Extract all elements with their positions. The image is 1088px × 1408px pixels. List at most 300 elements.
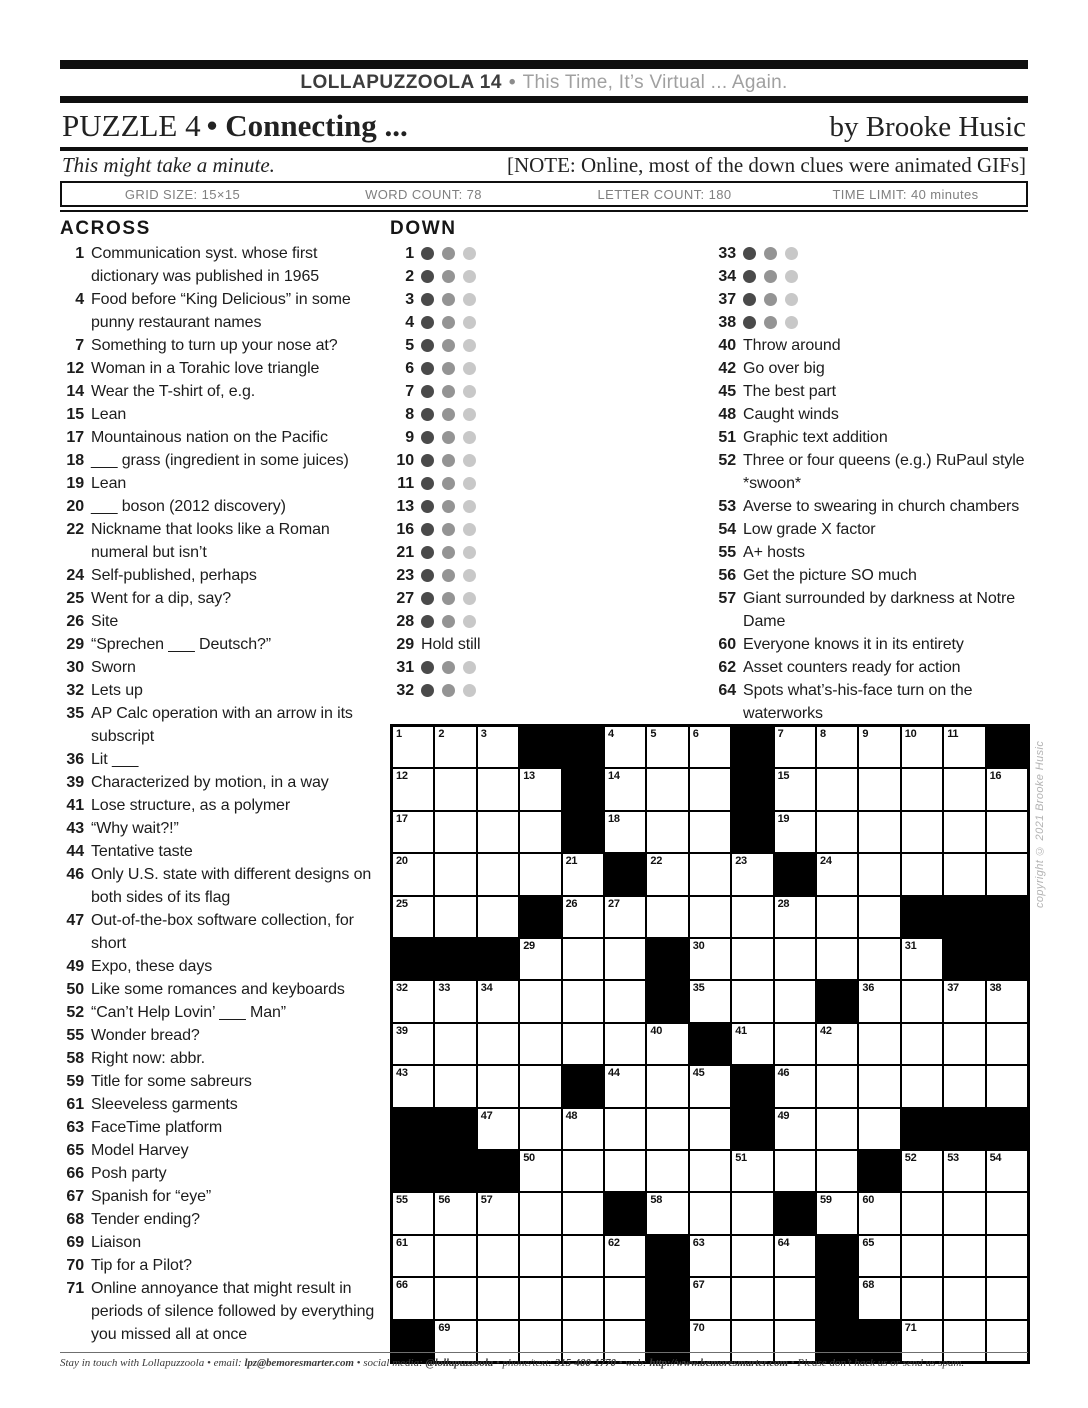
grid-black-cell (563, 1066, 603, 1106)
clue-number: 11 (397, 475, 414, 492)
footer-contact-link[interactable]: lpz@bemoresmarter.com (244, 1357, 354, 1369)
footer-contact-link[interactable]: http://www.bemoresmarter.com (649, 1357, 789, 1369)
clue-text: Mountainous nation on the Pacific (91, 429, 328, 446)
grid-cell[interactable] (859, 812, 899, 852)
grid-cell[interactable] (817, 897, 857, 937)
cell-number: 25 (396, 897, 408, 910)
cell-number: 67 (692, 1279, 705, 1292)
grid-black-cell (393, 1151, 433, 1191)
grid-cell[interactable] (987, 812, 1027, 852)
gif-clue-dots (421, 518, 550, 541)
clue-text: Throw around (743, 337, 841, 354)
clue-text: Everyone knows it in its entirety (743, 636, 964, 653)
cell-number: 15 (777, 770, 790, 783)
grid-cell[interactable] (647, 727, 687, 767)
grid-cell[interactable] (859, 727, 899, 767)
grid-cell[interactable] (605, 812, 645, 852)
clue-number: 7 (75, 337, 84, 354)
across-clue-list (60, 242, 384, 1346)
clue-text: “Can’t Help Lovin’ ___ Man” (91, 1004, 287, 1021)
grid-cell[interactable] (478, 1109, 518, 1149)
grid-cell[interactable] (435, 769, 475, 809)
grid-cell[interactable] (605, 769, 645, 809)
cell-number: 58 (650, 1194, 663, 1207)
grid-cell[interactable] (690, 727, 730, 767)
cell-number: 1 (396, 728, 402, 740)
grid-cell[interactable] (775, 1109, 815, 1149)
grid-cell[interactable] (520, 1109, 560, 1149)
grid-cell[interactable] (775, 939, 815, 979)
grid-black-cell (435, 939, 475, 979)
grid-cell[interactable] (478, 1193, 518, 1233)
grid-cell[interactable] (902, 1278, 942, 1318)
clue-row (60, 495, 384, 518)
masthead (60, 69, 1028, 96)
grid-cell[interactable] (859, 854, 899, 894)
clue-row (390, 265, 550, 288)
footer-contact-link[interactable]: 315-400-1770 (554, 1357, 616, 1369)
grid-cell[interactable] (393, 727, 433, 767)
grid-cell[interactable] (817, 769, 857, 809)
grid-cell[interactable] (563, 1024, 603, 1064)
grid-cell[interactable] (520, 1236, 560, 1276)
gif-dot (743, 293, 756, 306)
gif-note: [NOTE: Online, most of the down clues were animated GIFs] (506, 152, 1026, 177)
grid-cell[interactable] (732, 939, 772, 979)
gif-dot (463, 247, 476, 260)
down-header: DOWN (390, 218, 457, 239)
grid-cell[interactable] (563, 1236, 603, 1276)
grid-cell[interactable] (817, 1024, 857, 1064)
clue-number: 57 (718, 590, 736, 607)
grid-cell[interactable] (647, 812, 687, 852)
gif-dot (785, 293, 798, 306)
grid-cell[interactable] (775, 1066, 815, 1106)
grid-cell[interactable] (732, 1236, 772, 1276)
puzzle-body (60, 218, 1046, 1373)
info-item (303, 187, 544, 202)
grid-cell[interactable] (902, 1151, 942, 1191)
clue-row (710, 242, 1028, 265)
clue-row (60, 403, 384, 426)
gif-dot (442, 477, 455, 490)
grid-cell[interactable] (647, 1109, 687, 1149)
copyright-notice: copyright © 2021 Brooke Husic (1034, 740, 1046, 908)
grid-cell[interactable] (859, 897, 899, 937)
clue-text: Three or four queens (e.g.) RuPaul style *swoon* (743, 452, 1025, 492)
gif-dot (764, 293, 777, 306)
grid-cell[interactable] (393, 1066, 433, 1106)
grid-cell[interactable] (690, 939, 730, 979)
cell-number: 69 (438, 1321, 451, 1334)
grid-cell[interactable] (902, 854, 942, 894)
grid-cell[interactable] (987, 1236, 1027, 1276)
grid-cell[interactable] (605, 727, 645, 767)
grid-cell[interactable] (987, 1193, 1027, 1233)
cell-number: 39 (396, 1024, 408, 1037)
cell-number: 42 (820, 1024, 832, 1037)
clue-row (710, 564, 1028, 587)
clue-number: 63 (66, 1119, 84, 1136)
grid-cell[interactable] (859, 939, 899, 979)
cell-number: 24 (820, 855, 832, 868)
grid-cell[interactable] (944, 1236, 984, 1276)
grid-cell[interactable] (732, 1151, 772, 1191)
clue-row (60, 1208, 384, 1231)
grid-cell[interactable] (478, 727, 518, 767)
grid-cell[interactable] (902, 1024, 942, 1064)
clue-row (60, 1116, 384, 1139)
clue-number: 27 (396, 590, 414, 607)
cell-number: 59 (820, 1194, 832, 1207)
clue-row (60, 702, 384, 748)
clue-row (390, 679, 550, 702)
clue-row (60, 564, 384, 587)
grid-cell[interactable] (393, 854, 433, 894)
grid-cell[interactable] (563, 854, 603, 894)
gif-clue-dots (421, 403, 550, 426)
grid-cell[interactable] (987, 769, 1027, 809)
grid-cell[interactable] (902, 1193, 942, 1233)
grid-cell[interactable] (520, 1151, 560, 1191)
grid-cell[interactable] (775, 1278, 815, 1318)
clue-row (60, 1277, 384, 1346)
gif-dot (421, 293, 434, 306)
clue-text: Go over big (743, 360, 825, 377)
info-label: TIME LIMIT: (832, 186, 911, 202)
grid-cell[interactable] (520, 1066, 560, 1106)
grid-cell[interactable] (690, 1236, 730, 1276)
grid-cell[interactable] (435, 812, 475, 852)
clue-row (710, 449, 1028, 495)
gif-dot (421, 431, 434, 444)
grid-black-cell (563, 769, 603, 809)
grid-cell[interactable] (902, 981, 942, 1021)
clue-row (60, 380, 384, 403)
grid-cell[interactable] (690, 854, 730, 894)
grid-cell[interactable] (435, 981, 475, 1021)
clue-number: 29 (66, 636, 84, 653)
grid-cell[interactable] (902, 939, 942, 979)
info-item (544, 187, 785, 202)
grid-cell[interactable] (817, 854, 857, 894)
gif-clue-dots (421, 357, 550, 380)
grid-cell[interactable] (690, 1278, 730, 1318)
grid-cell[interactable] (690, 1193, 730, 1233)
clue-row (60, 242, 384, 288)
grid-cell[interactable] (478, 1024, 518, 1064)
clue-number: 38 (718, 314, 736, 331)
grid-cell[interactable] (520, 1278, 560, 1318)
grid-cell[interactable] (690, 1066, 730, 1106)
clue-number: 70 (66, 1257, 84, 1274)
clue-number: 25 (66, 590, 84, 607)
clue-number: 19 (66, 475, 84, 492)
clue-row (390, 656, 550, 679)
grid-cell[interactable] (393, 1278, 433, 1318)
grid-cell[interactable] (817, 1066, 857, 1106)
grid-black-cell (435, 1151, 475, 1191)
crossword-grid (390, 724, 1030, 1364)
grid-cell[interactable] (647, 769, 687, 809)
grid-cell[interactable] (647, 1193, 687, 1233)
grid-cell[interactable] (775, 1151, 815, 1191)
grid-black-cell (987, 939, 1027, 979)
grid-cell[interactable] (605, 1151, 645, 1191)
cell-number: 6 (692, 728, 699, 740)
grid-cell[interactable] (859, 981, 899, 1021)
grid-cell[interactable] (647, 1024, 687, 1064)
puzzle-title (62, 108, 408, 144)
clue-text: Lit ___ (91, 751, 139, 768)
cell-number: 11 (947, 728, 959, 740)
gif-dot (421, 569, 434, 582)
grid-cell[interactable] (902, 769, 942, 809)
grid-cell[interactable] (478, 981, 518, 1021)
grid-cell[interactable] (563, 1278, 603, 1318)
grid-cell[interactable] (478, 897, 518, 937)
clue-text: Tentative taste (91, 843, 193, 860)
grid-cell[interactable] (478, 854, 518, 894)
grid-cell[interactable] (732, 1193, 772, 1233)
grid-cell[interactable] (435, 1236, 475, 1276)
grid-cell[interactable] (902, 727, 942, 767)
grid-cell[interactable] (393, 981, 433, 1021)
grid-cell[interactable] (690, 812, 730, 852)
grid-cell[interactable] (944, 1066, 984, 1106)
grid-cell[interactable] (987, 1066, 1027, 1106)
grid-cell[interactable] (987, 1151, 1027, 1191)
grid-cell[interactable] (435, 1066, 475, 1106)
grid-cell[interactable] (520, 812, 560, 852)
grid-cell[interactable] (944, 727, 984, 767)
grid-cell[interactable] (478, 1066, 518, 1106)
grid-cell[interactable] (690, 1151, 730, 1191)
clue-text: Sworn (91, 659, 136, 676)
footer-text: • web: (615, 1357, 650, 1369)
grid-cell[interactable] (605, 897, 645, 937)
grid-cell[interactable] (902, 812, 942, 852)
clue-row (390, 334, 550, 357)
clue-number: 39 (66, 774, 84, 791)
grid-cell[interactable] (605, 1278, 645, 1318)
grid-cell[interactable] (944, 1024, 984, 1064)
gif-clue-dots (421, 265, 550, 288)
clue-number: 40 (718, 337, 736, 354)
gif-dot (764, 270, 777, 283)
gif-dot (442, 684, 455, 697)
cell-number: 56 (438, 1194, 451, 1207)
grid-cell[interactable] (817, 1151, 857, 1191)
clue-number: 15 (66, 406, 84, 423)
clue-text: Self-published, perhaps (91, 567, 257, 584)
grid-cell[interactable] (435, 1193, 475, 1233)
grid-cell[interactable] (944, 854, 984, 894)
grid-cell[interactable] (775, 897, 815, 937)
gif-dot (442, 316, 455, 329)
grid-cell[interactable] (520, 854, 560, 894)
top-rule (60, 60, 1028, 69)
masthead-bullet: • (508, 71, 516, 93)
grid-cell[interactable] (817, 1193, 857, 1233)
grid-cell[interactable] (520, 769, 560, 809)
grid-cell[interactable] (817, 939, 857, 979)
grid-cell[interactable] (987, 854, 1027, 894)
grid-cell[interactable] (478, 769, 518, 809)
grid-cell[interactable] (690, 769, 730, 809)
grid-cell[interactable] (944, 981, 984, 1021)
grid-cell[interactable] (563, 1151, 603, 1191)
grid-cell[interactable] (563, 981, 603, 1021)
grid-cell[interactable] (732, 1024, 772, 1064)
grid-cell[interactable] (393, 1024, 433, 1064)
clue-text: Out-of-the-box software collection, for short (91, 912, 354, 952)
grid-cell[interactable] (647, 1151, 687, 1191)
grid-cell[interactable] (859, 1024, 899, 1064)
grid-cell[interactable] (393, 1236, 433, 1276)
grid-cell[interactable] (520, 939, 560, 979)
grid-cell[interactable] (605, 981, 645, 1021)
grid-cell[interactable] (902, 1066, 942, 1106)
info-value: 15×15 (201, 186, 241, 202)
grid-cell[interactable] (944, 812, 984, 852)
gif-dot (421, 615, 434, 628)
grid-cell[interactable] (732, 1278, 772, 1318)
gif-dot (463, 546, 476, 559)
clue-row (390, 587, 550, 610)
grid-cell[interactable] (944, 769, 984, 809)
grid-cell[interactable] (605, 939, 645, 979)
cell-number: 49 (777, 1109, 790, 1122)
clue-row (60, 817, 384, 840)
grid-cell[interactable] (987, 1024, 1027, 1064)
gif-dot (463, 431, 476, 444)
grid-cell[interactable] (817, 1109, 857, 1149)
cell-number: 10 (904, 728, 917, 740)
grid-cell[interactable] (732, 981, 772, 1021)
clue-number: 20 (66, 498, 84, 515)
grid-cell[interactable] (393, 1193, 433, 1233)
clue-number: 45 (718, 383, 736, 400)
grid-cell[interactable] (478, 812, 518, 852)
cell-number: 9 (862, 728, 869, 740)
grid-cell[interactable] (859, 1193, 899, 1233)
grid-cell[interactable] (647, 1066, 687, 1106)
gif-dot (442, 270, 455, 283)
clue-number: 29 (396, 636, 414, 653)
grid-cell[interactable] (393, 769, 433, 809)
gif-dot (785, 270, 798, 283)
grid-black-cell (393, 1109, 433, 1149)
gif-dot (442, 569, 455, 582)
grid-cell[interactable] (563, 939, 603, 979)
grid-cell[interactable] (775, 812, 815, 852)
grid-cell[interactable] (435, 1278, 475, 1318)
grid-cell[interactable] (859, 1236, 899, 1276)
grid-cell[interactable] (859, 1278, 899, 1318)
grid-cell[interactable] (563, 897, 603, 937)
grid-cell[interactable] (690, 897, 730, 937)
grid-cell[interactable] (817, 727, 857, 767)
cell-number: 12 (396, 770, 408, 783)
grid-cell[interactable] (987, 1278, 1027, 1318)
grid-cell[interactable] (563, 1193, 603, 1233)
grid-cell[interactable] (775, 1236, 815, 1276)
cell-number: 21 (565, 855, 578, 868)
grid-cell[interactable] (944, 1193, 984, 1233)
grid-cell[interactable] (775, 1024, 815, 1064)
gif-dot (421, 454, 434, 467)
clue-number: 5 (405, 337, 414, 354)
grid-cell[interactable] (690, 1109, 730, 1149)
gif-clue-dots (421, 587, 550, 610)
grid-black-cell (732, 1109, 772, 1149)
grid-cell[interactable] (647, 854, 687, 894)
grid-cell[interactable] (775, 727, 815, 767)
grid-cell[interactable] (859, 769, 899, 809)
grid-black-cell (775, 1193, 815, 1233)
grid-black-cell (478, 939, 518, 979)
clue-row (60, 909, 384, 955)
cell-number: 18 (608, 812, 620, 825)
grid-cell[interactable] (520, 1024, 560, 1064)
clue-row (390, 518, 550, 541)
grid-cell[interactable] (563, 1109, 603, 1149)
grid-cell[interactable] (732, 897, 772, 937)
grid-cell[interactable] (435, 1024, 475, 1064)
footer-contact-link[interactable]: @lollapuzzoola (425, 1357, 494, 1369)
grid-cell[interactable] (435, 727, 475, 767)
grid-cell[interactable] (605, 1236, 645, 1276)
grid-cell[interactable] (775, 769, 815, 809)
grid-cell[interactable] (605, 1109, 645, 1149)
grid-cell[interactable] (478, 1236, 518, 1276)
grid-cell[interactable] (520, 981, 560, 1021)
grid-cell[interactable] (605, 1066, 645, 1106)
gif-dot (743, 270, 756, 283)
clue-text: Woman in a Torahic love triangle (91, 360, 320, 377)
grid-cell[interactable] (435, 854, 475, 894)
grid-cell[interactable] (393, 897, 433, 937)
grid-cell[interactable] (478, 1278, 518, 1318)
grid-cell[interactable] (393, 812, 433, 852)
gif-dot (463, 385, 476, 398)
cell-number: 38 (989, 982, 1002, 995)
clue-text: Expo, these days (91, 958, 213, 975)
clue-row (710, 426, 1028, 449)
grid-cell[interactable] (520, 1193, 560, 1233)
grid-cell[interactable] (435, 897, 475, 937)
clue-text: FaceTime platform (91, 1119, 223, 1136)
grid-cell[interactable] (944, 1151, 984, 1191)
grid-cell[interactable] (944, 1278, 984, 1318)
grid-cell[interactable] (690, 981, 730, 1021)
clue-number: 10 (396, 452, 414, 469)
grid-cell[interactable] (605, 1024, 645, 1064)
gif-dot (442, 362, 455, 375)
clue-row (60, 840, 384, 863)
clue-row (710, 288, 1028, 311)
clue-row (60, 955, 384, 978)
grid-cell[interactable] (775, 981, 815, 1021)
grid-cell[interactable] (817, 812, 857, 852)
grid-cell[interactable] (859, 1066, 899, 1106)
grid-cell[interactable] (902, 1236, 942, 1276)
grid-cell[interactable] (647, 897, 687, 937)
grid-cell[interactable] (987, 981, 1027, 1021)
grid-cell[interactable] (859, 1109, 899, 1149)
grid-cell[interactable] (732, 854, 772, 894)
